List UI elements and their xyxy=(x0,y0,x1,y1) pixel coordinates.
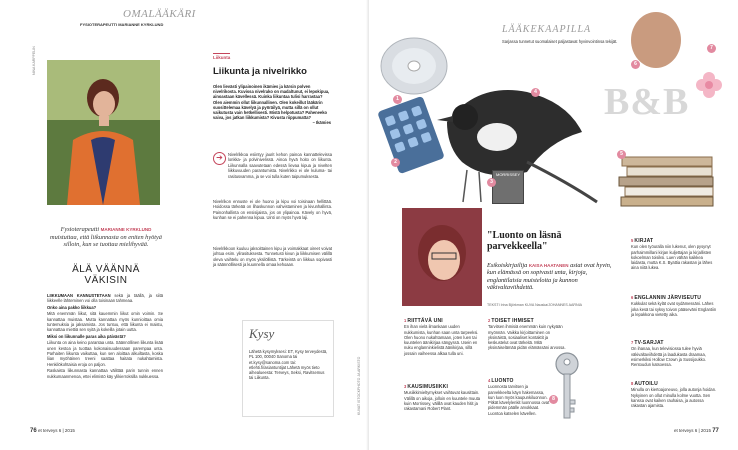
group-photo xyxy=(631,12,681,68)
right-lead-2: asiat ovat hyvin, kun elämässä on sopivasti unta, kirjoja, englantilaisia muisteloita ja kunnon väkivaltaviihdettä. xyxy=(487,262,612,292)
badge-3: 3 xyxy=(487,178,496,187)
item-8-num: 8 xyxy=(631,381,634,386)
item-1-num: 1 xyxy=(404,318,407,323)
flower-icon xyxy=(694,70,724,100)
right-page xyxy=(369,0,738,450)
item-7 xyxy=(631,340,719,367)
article-body-1: Nivelrikkoa esiintyy jaurit kehon painoa kannattelevissa lonkka- ja polvinivelissä. Ainoa hyvä hoito on liikunta. Liikunnalla saavutetaan edessä lievaa kipua ja nivelten liikkuvuuden parantumista. Nivelrikko ei ole kuluma- tai rasitusvamma, ja se voi tulla kuten taipumuksesta. xyxy=(228,152,332,179)
answer-3: Raskaista liikunnasta kannattaa välittää parin tunnin ennen nukkumaanmenoa, ettei elimistö käy ylikierroksilla nukkuessa. xyxy=(47,368,163,379)
question-2: Miksi on liikunnalle paras aika päivästä? xyxy=(47,333,126,339)
item-4-num: 4 xyxy=(488,378,491,383)
item-6 xyxy=(631,295,719,317)
item-7-head: TV-SARJAT xyxy=(634,340,664,346)
quote-rest: muistuttaa, että liikunnasta on eniten hyötyä silloin, kun se tuottaa mielihyvää. xyxy=(50,233,162,248)
article-body-3: Nivelrikkoon kuuluu jaksoittainen kipu ja voimakkaat oireet voivat johtua esim. ylirasituksesta. Tunnetusti kivun ja liikkumisen välillä oleva vaihtelu on myös yksilöllistä. Tärkeintä on liikkua sopivasti ja säännöllisesti ja kuunnella omaa kehoaan. xyxy=(213,246,332,268)
badge-4: 4 xyxy=(531,88,540,97)
article-title: Liikunta ja nivelrikko xyxy=(213,66,307,77)
badge-8: 8 xyxy=(549,395,558,404)
item-6-text: Kukkulat sekä kylät ovat sydämessäni. Lähes joka kesä tai syksy toivon pääseväni Englantiin ja lepakkona vietetty aika. xyxy=(631,301,717,317)
folio-left xyxy=(30,428,75,434)
byline: FYSIOTERAPEUTTI MARIANNE KYRKLUND xyxy=(80,22,164,27)
item-5-text: Kun olen työuralla niin lukenut, olen pysynyt parhaimmillani kirjan kuljettajan ja kirjallisten kokoelman toisiksi. Luen vähän kaikkea laidasta, mutta K.S. Byattia rakastan ja lähes aina niitä lukea. xyxy=(631,244,713,271)
item-6-num: 6 xyxy=(631,295,634,300)
kysy-title: Kysy xyxy=(249,326,275,341)
badge-6: 6 xyxy=(631,60,640,69)
item-7-text: On ihanaa, kun televisiossa tulee hyviä väkivaltaviihdettä ja laadukasta draamaa, esimerkiksi Hollow Crown ja Sussijoukko. Rentoudun katsoessa. xyxy=(631,346,707,368)
item-5-num: 5 xyxy=(631,238,634,243)
page-number-right: 77 xyxy=(712,428,719,434)
section-subtitle: Sarjassa tunnetut suomalaiset paljastavat hyvinvointinsa tekijät. xyxy=(502,39,618,44)
column-1-p1: sekä ja täällä, ja siitä liikkeelle lähteminen voi olla toisinaan tahmeaa. xyxy=(47,293,163,304)
section-title: OMALÄÄKÄRI xyxy=(123,8,196,20)
column-1-lead: LIIKKUMAAN KANNUSTETAAN xyxy=(47,293,111,298)
quote-name: MARIANNE KYRKLUND xyxy=(100,227,152,232)
item-4-head: LUONTO xyxy=(491,378,514,384)
item-5 xyxy=(631,238,719,271)
item-3-text: Musiikkimieltymykset vaihtuvat kausittain. Välillä on aikoja, jolloin en kuuntele muuta kuin Morrissey, välillä ovat kauden hitit ja rakastamani Robert Plant. xyxy=(404,390,481,412)
column-1 xyxy=(47,293,163,380)
item-2-text: Tarvitsen ihmisiä enemmän kuin nykyään myönnän. Vaikka kirjoittaminen on yksinäistä, sosiaaliset kontaktit ja keskustelut ovat tärkeitä. Mitä yksinäiselämää pidän elämässäni arvossa. xyxy=(488,324,566,351)
article-lead xyxy=(213,84,331,126)
item-6-head: ENGLANNIN JÄRVISEUTU xyxy=(634,295,702,301)
kysy-text: Lähetä kysymyksesi: ET, Kysy terveydestä, PL 100, 00040 Sanoma tai et.kysy@sanoma.com tai: etlehti.fi/asiantuntijat Lähetä myös tieto aihealueesta: Terveys, Seksi, Ravitsemus tai Liikunta. xyxy=(249,349,328,381)
books-stack-icon xyxy=(617,152,717,207)
item-1 xyxy=(404,318,482,356)
right-lead-name: KAISA HAATANEN xyxy=(528,263,569,268)
pull-quote xyxy=(50,226,162,249)
article-tag: Liikunta xyxy=(213,55,231,60)
item-2 xyxy=(488,318,566,351)
quote-text: Fysioterapeutti xyxy=(60,226,100,233)
kysy-box xyxy=(242,320,334,417)
key-icon xyxy=(552,352,582,422)
item-2-num: 2 xyxy=(488,318,491,323)
answer-2: Liikunta on aina keino parantaa unta. Säännöllinen liikunta lisää unen kestoa ja tuottaa kokonaisuudessaan parempaa unta. Parhaiten liikunta vaikuttaa, kun sen aloittaa alkuiltasta, koska liian myöhäinen treeni saattaa haitata nukahtamista. Henkilökohtaisia eroja on paljon. xyxy=(47,340,163,367)
portrait-photo xyxy=(47,60,160,205)
right-lead-1: Esikoiskirjailija xyxy=(487,262,528,269)
item-4 xyxy=(488,378,550,416)
headline xyxy=(50,264,162,286)
item-5-head: KIRJAT xyxy=(634,238,654,244)
item-1-head: RIITTÄVÄ UNI xyxy=(407,318,443,324)
item-3 xyxy=(404,384,482,411)
morrissey-album: MORRISSEY xyxy=(492,170,524,204)
badge-1: 1 xyxy=(393,95,402,104)
item-2-head: TOISET IHMISET xyxy=(491,318,534,324)
item-7-num: 7 xyxy=(631,340,634,345)
folio-text-left: et terveys 6 | 2015 xyxy=(37,428,75,433)
photo-credit: NINA KARPPELIN xyxy=(32,46,36,75)
answer-1: Mitä enemmän liikut, sitä kauemmin liikut omin voimin. Se kannattaa muistaa. Mutta kannattaa myös kunnioittaa omia tuntemuksia ja jaksamista. Jos tuntuu, että liikunta ei maistu, kannattaa miettiä sen syitä ja kokeilla jotain uutta. xyxy=(47,311,163,333)
right-credit: TEKSTI Irina Björkman KUVA Nauska/JOHANNES AARNIA xyxy=(487,303,582,307)
headline-line-1: ÄLÄ VÄÄNNÄ xyxy=(72,264,140,275)
right-lead xyxy=(487,262,619,292)
folio-right xyxy=(674,428,719,434)
item-1-text: En ihan vielä ilmankaan uuden nukkumista, kunhan saan unta tarpeeksi. Olen huono nukahtamaan, joten luen tai kuuntelen äänikirjaa sängyssä. Usein en nuku englanninkielistä äänikirjaa, sillä jossain vaiheessa alkaa tulla uni. xyxy=(404,324,479,356)
right-headline: "Luonto on läsnä parvekkeella" xyxy=(487,230,562,252)
badge-2: 2 xyxy=(391,158,400,167)
item-4-text: Luonnosta tarvitsen ja parvekkeelta käyn hakemassa, kun luon myös kaupunkiluonnon. Pitkät kävelylenkit luonnossa ovat pidemmän päälle arvokkaat. Luontoa katselen kävellen. xyxy=(488,384,550,416)
arrow-icon: ➔ xyxy=(213,152,226,165)
bb-logo: B&B xyxy=(604,81,690,123)
author-photo xyxy=(402,208,482,306)
page-number-left: 76 xyxy=(30,428,37,434)
side-credit: KUVAT ISTOCKPHOTO JA ARKISTO xyxy=(357,356,361,415)
item-3-num: 3 xyxy=(404,384,407,389)
item-3-head: KAUSIMUSIIKKI xyxy=(407,384,449,390)
article-body-2: Nivelrikon ennuste ei ole huono ja kipu voi toisinaan hellittää. Hoidossa tärkeää on lihaskunnon vahvistaminen ja kivunhallinta. Painonhallinta on ensisijaista, jos on ylipainoa. Kävely on hyvä, kunhan se ei pahenna kipua. Uinti on myös hyvä laji. xyxy=(213,199,332,221)
item-8-head: AUTOILU xyxy=(634,381,658,387)
article-lead-text: Olen lievästi ylipainoinen ikämies ja kärsin polven nivelrikosta. Kuvissa nivelrako on madaltunut, ei lepokipua, ainoastaan kävellessä. Kuinka liikuntaa tulisi harrastaa? Olen aiemmin ollut liikunnallinen. Olen kokeillut lääkärin suosittelemaa kävelyä ja pyöräilyä, mutta sillä on ollut vaikutusta vain hetkellisesti. Mistä helpotusta? Paheneeko vaiva, jos jatkan liikkumista? Kivusta riippumatta? xyxy=(213,84,330,121)
badge-5: 5 xyxy=(617,150,626,159)
question-1: Onko aina pakko liikkua? xyxy=(47,304,97,310)
folio-text-right: et terveys 6 | 2015 xyxy=(674,428,711,433)
headline-line-2: VÄKISIN xyxy=(84,275,128,286)
item-8 xyxy=(631,381,719,408)
badge-7: 7 xyxy=(707,44,716,53)
section-title-right: LÄÄKEKAAPILLA xyxy=(502,24,592,35)
item-8-text: Minulla on kiertoajoneuvo, jolla autonja hoidan. Nykyinen on ollut minulla kolme vuotta. Sen kanssa ovat kaiken rauhaisa, ja autossa rakastan ajamista. xyxy=(631,387,717,409)
article-signature: – Ikämies xyxy=(312,120,331,126)
